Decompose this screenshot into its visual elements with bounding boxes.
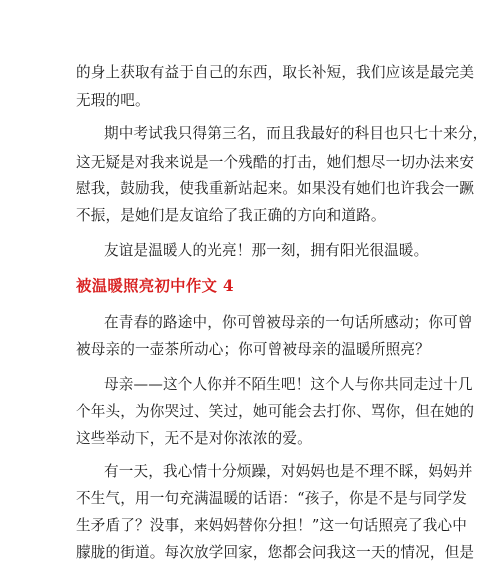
paragraph-line: 生矛盾了？没事，来妈妈替你分担！”这一句话照亮了我心中 bbox=[76, 517, 467, 534]
paragraph-line: 个年头，为你哭过、笑过，她可能会去打你、骂你，但在她的 bbox=[76, 403, 475, 420]
paragraph-line: 这无疑是对我来说是一个残酷的打击，她们想尽一切办法来安 bbox=[76, 154, 475, 171]
paragraph-line: 慰我，鼓励我，使我重新站起来。如果没有她们也许我会一蹶 bbox=[76, 180, 475, 197]
paragraph-line: 母亲——这个人你并不陌生吧！这个人与你共同走过十几 bbox=[104, 376, 473, 393]
paragraph-line: 期中考试我只得第三名，而且我最好的科目也只七十来分， bbox=[104, 125, 488, 142]
paragraph-line: 不生气，用一句充满温暖的话语：“孩子，你是不是与同学发 bbox=[76, 490, 467, 507]
paragraph-line: 有一天，我心情十分烦躁，对妈妈也是不理不睬，妈妈并 bbox=[104, 463, 473, 480]
paragraph-line: 在青春的路途中，你可曾被母亲的一句话所感动；你可曾 bbox=[104, 314, 473, 331]
paragraph-line: 被母亲的一壶茶所动心；你可曾被母亲的温暖所照亮？ bbox=[76, 341, 430, 358]
paragraph-line: 的身上获取有益于自己的东西，取长补短，我们应该是最完美 bbox=[76, 64, 475, 81]
paragraph-line: 这些举动下，无不是对你浓浓的爱。 bbox=[76, 430, 312, 447]
paragraph-line: 朦胧的街道。每次放学回家，您都会问我这一天的情况，但是 bbox=[76, 544, 475, 561]
paragraph-line: 友谊是温暖人的光亮！那一刻，拥有阳光很温暖。 bbox=[104, 242, 429, 259]
paragraph-line: 不振，是她们是友谊给了我正确的方向和道路。 bbox=[76, 207, 386, 224]
paragraph-line: 无瑕的吧。 bbox=[76, 92, 150, 109]
section-heading: 被温暖照亮初中作文 4 bbox=[76, 277, 234, 295]
